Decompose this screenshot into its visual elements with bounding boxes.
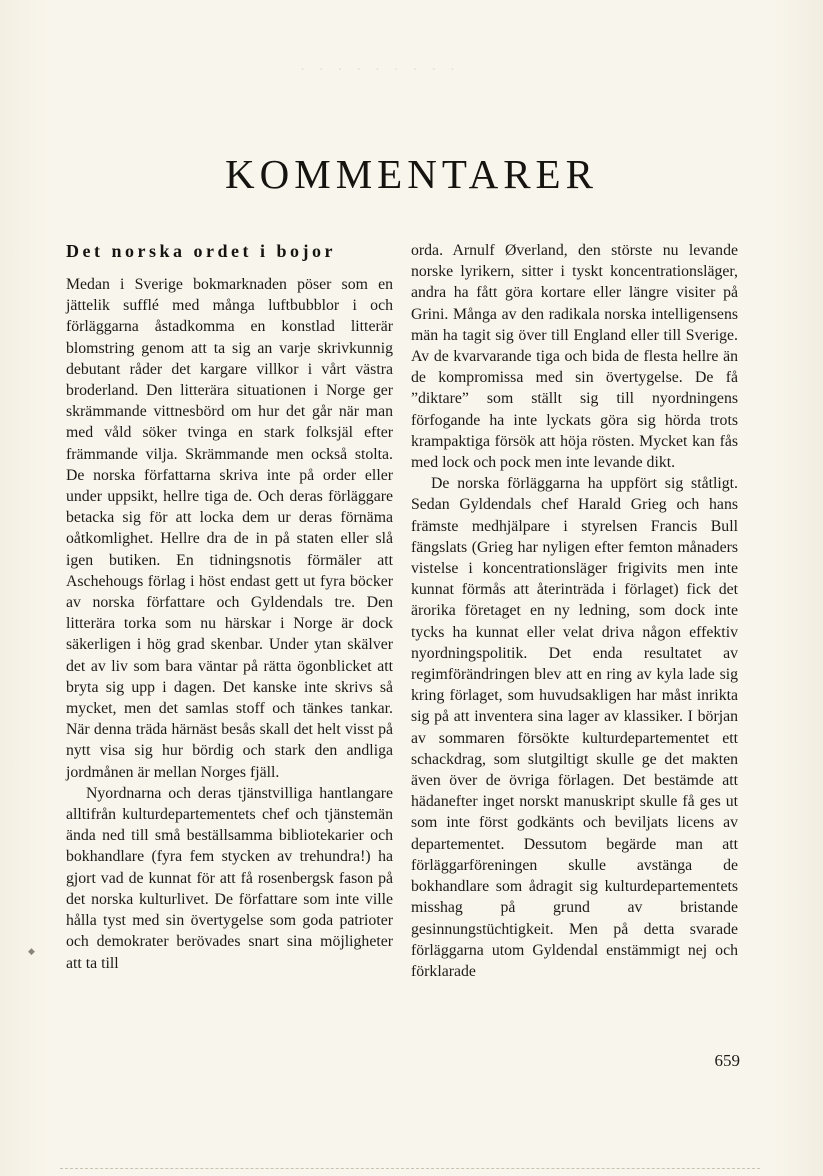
paragraph: Nyordnarna och deras tjänstvilliga hantlangare alltifrån kulturdepartementets chef och tjänstemän ända ned till små beställsamma bibliotekarier och bokhandlare (fyra fem stycken av trehundra!) ha gjort vad de kunnat för att få rosenbergsk fason på det norska kulturlivet. De författare som inte ville hålla tyst med sin övertygelse som goda patrioter och demokrater berövades snart sina möjligheter att ta till: [66, 784, 393, 972]
margin-mark: ◆: [28, 947, 35, 957]
show-through-text: · · · · · · · · ·: [300, 62, 460, 78]
bottom-edge-rule: [60, 1168, 760, 1169]
paragraph: De norska förläggarna ha uppfört sig ståtligt. Sedan Gyldendals chef Harald Grieg och hans främste medhjälpare i styrelsen Francis Bull fängslats (Grieg har nyligen efter femton månaders vistelse i koncentrationsläger frigivits men inte kunnat förmås att återinträda i förlaget) fick det ärorika företaget en ny ledning, som dock inte tycks ha kunnat eller velat driva någon effektiv nyordningspolitik. Det enda resultatet av regimförändringen blev att en ring av kyla lade sig kring förlaget, som huvudsakligen har måst inrikta sig på att inventera sina lager av klassiker. I början av sommaren försökte kulturdepartementet ett schackdrag, som slutgiltigt skulle ge det makten även över de övriga förlagen. Det bestämde att hädanefter inget norskt manuskript skulle få ges ut som inte först godkänts och beviljats licens av departementet. Dessutom begärde man att förläggarföreningen skulle avstänga de bokhandlare som ådragit sig kulturdepartementets misshag på grund av bristande gesinnungstüchtigkeit. Men på detta svarade förläggarna utom Gyldendal enstämmigt nej och förklarade: [411, 475, 738, 980]
right-column: [411, 240, 738, 982]
section-heading: Det norska ordet i bojor: [66, 241, 336, 261]
page-title: KOMMENTARER: [225, 151, 598, 197]
page-number: 659: [714, 1051, 740, 1070]
paragraph: orda. Arnulf Øverland, den störste nu levande norske lyrikern, sitter i tyskt koncentrationsläger, andra ha fått göra kortare eller längre visiter på Grini. Många av den radikala norska intelligensens män ha tagit sig över till England eller till Sverige. Av de kvarvarande tiga och bida de flesta hellre än de kompromissa med sin övertygelse. De få ”diktare” som ställt sig till nyordningens förfogande ha inte lyckats göra sig hörda trots krampaktiga försök att höja rösten. Mycket kan fås med lock och pock men inte levande dikt.: [411, 242, 738, 472]
paragraph: Medan i Sverige bokmarknaden pöser som en jättelik sufflé med många luftbubblor i och förläggarna åstadkomma en konstlad litterär blomstring genom att ta sig an varje skrivkunnig debutant råder det kargare villkor i vårt västra broderland. Den litterära situationen i Norge ger skrämmande vittnesbörd om hur det går när man med våld söker tvinga en stark folksjäl efter främmande vilja. Skrämmande men också stolta. De norska författarna skriva inte på order eller under uppsikt, hellre tiga de. Och deras förläggare betacka sig för att locka dem ur deras förnäma oåtkomlighet. Hellre dra de in på staten eller slå igen butiken. En tidningsnotis förmäler att Aschehougs förlag i höst endast gett ut fyra böcker av norska författare och Gyldendals tre. Den litterära torka som nu härskar i Norge är dock säkerligen i hög grad skenbar. Under ytan skälver det av liv som bara väntar på rätta ögonblicket att bryta sig upp i dagen. Det kanske inte skrivs så mycket, men det samlas stoff och tänkes tankar. När denna träda härnäst besås skall det helt visst på nytt visa sig hur bördig och stark den andliga jordmånen är mellan Norges fjäll.: [66, 276, 393, 781]
left-column: [66, 240, 393, 974]
